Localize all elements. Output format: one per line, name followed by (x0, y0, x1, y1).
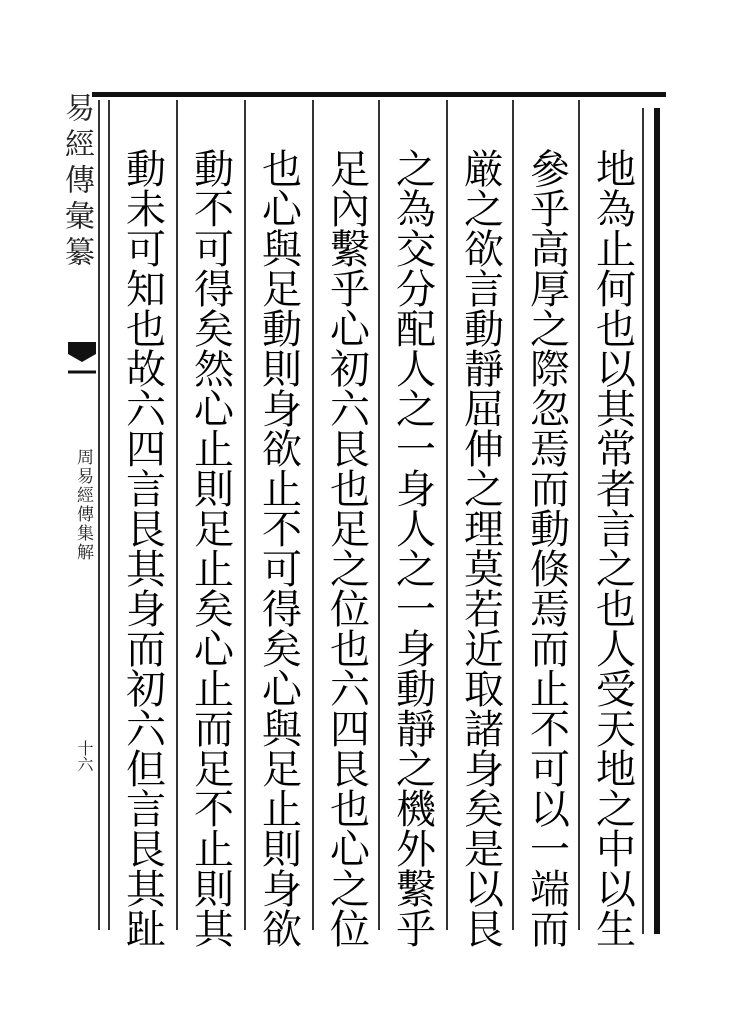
column-character: 機 (396, 787, 436, 833)
column-character: 可 (194, 227, 234, 273)
column-character: 伸 (464, 427, 504, 473)
fish-tail-mark-icon (66, 338, 98, 378)
column-character: 足 (262, 267, 302, 313)
column-rule (578, 100, 580, 930)
column-character: 人 (396, 347, 436, 393)
column-character: 艮 (126, 507, 166, 553)
column-character: 繫 (396, 867, 436, 913)
column-character: 則 (262, 827, 302, 873)
column-rule (512, 100, 514, 930)
margin-page-number: 十六 (75, 740, 94, 772)
column-character: 也 (330, 627, 370, 673)
column-character: 乎 (396, 907, 436, 953)
column-character: 之 (396, 387, 436, 433)
column-character: 一 (396, 587, 436, 633)
column-character: 六 (330, 387, 370, 433)
column-character: 是 (464, 827, 504, 873)
column-character: 言 (126, 787, 166, 833)
column-rule (312, 100, 314, 930)
column-character: 艮 (330, 427, 370, 473)
column-character: 其 (596, 387, 636, 433)
margin-book-title: 周易經傳集解 (73, 448, 93, 562)
column-character: 也 (596, 587, 636, 633)
column-character: 六 (126, 387, 166, 433)
column-character: 六 (126, 707, 166, 753)
margin-title: 易經傳彙纂 (59, 92, 94, 272)
column-character: 也 (262, 147, 302, 193)
column-character: 其 (126, 867, 166, 913)
column-character: 常 (596, 427, 636, 473)
column-character: 艮 (126, 827, 166, 873)
column-character: 之 (396, 747, 436, 793)
column-character: 之 (330, 547, 370, 593)
column-character: 以 (596, 867, 636, 913)
column-character: 未 (126, 187, 166, 233)
column-character: 為 (396, 187, 436, 233)
column-character: 靜 (396, 707, 436, 753)
column-character: 止 (262, 787, 302, 833)
column-character: 身 (464, 747, 504, 793)
column-character: 一 (396, 427, 436, 473)
column-character: 人 (596, 627, 636, 673)
text-column (588, 147, 644, 953)
column-character: 天 (596, 707, 636, 753)
column-rule (244, 100, 246, 930)
column-character: 厳 (464, 147, 504, 193)
column-character: 動 (262, 307, 302, 353)
column-character: 可 (530, 747, 570, 793)
column-character: 理 (464, 507, 504, 553)
column-character: 忽 (530, 387, 570, 433)
column-character: 一 (530, 827, 570, 873)
column-character: 可 (262, 547, 302, 593)
column-character: 止 (194, 427, 234, 473)
column-character: 而 (530, 467, 570, 513)
column-character: 止 (194, 667, 234, 713)
column-character: 人 (396, 507, 436, 553)
column-character: 中 (596, 827, 636, 873)
column-character: 不 (262, 507, 302, 553)
column-character: 地 (596, 147, 636, 193)
column-character: 故 (126, 347, 166, 393)
column-character: 靜 (464, 347, 504, 393)
text-column (522, 147, 578, 953)
column-character: 身 (396, 467, 436, 513)
text-column (118, 147, 174, 953)
column-character: 欲 (262, 907, 302, 953)
column-character: 為 (596, 187, 636, 233)
column-character: 而 (126, 627, 166, 673)
column-character: 屈 (464, 387, 504, 433)
column-character: 之 (396, 147, 436, 193)
column-character: 不 (530, 707, 570, 753)
column-character: 焉 (530, 587, 570, 633)
column-character: 也 (126, 307, 166, 353)
column-character: 心 (262, 667, 302, 713)
column-character: 四 (330, 707, 370, 753)
column-character: 止 (530, 667, 570, 713)
column-character: 與 (262, 707, 302, 753)
page-top-border (92, 92, 666, 97)
column-character: 動 (464, 307, 504, 353)
column-character: 繫 (330, 227, 370, 273)
column-character: 則 (194, 867, 234, 913)
column-character: 則 (194, 467, 234, 513)
column-character: 趾 (126, 907, 166, 953)
column-character: 之 (396, 547, 436, 593)
column-character: 心 (262, 187, 302, 233)
column-character: 位 (330, 587, 370, 633)
column-character: 以 (530, 787, 570, 833)
column-rule (446, 100, 448, 930)
column-character: 與 (262, 227, 302, 273)
column-character: 心 (194, 387, 234, 433)
column-character: 交 (396, 227, 436, 273)
column-character: 高 (530, 227, 570, 273)
column-character: 動 (126, 147, 166, 193)
column-character: 內 (330, 187, 370, 233)
column-character: 不 (194, 787, 234, 833)
column-rule (378, 100, 380, 930)
column-character: 其 (126, 547, 166, 593)
column-character: 動 (194, 147, 234, 193)
column-character: 言 (126, 467, 166, 513)
column-character: 六 (330, 667, 370, 713)
column-character: 足 (330, 147, 370, 193)
column-character: 之 (596, 547, 636, 593)
column-character: 止 (194, 547, 234, 593)
page-left-border (98, 100, 100, 930)
column-character: 取 (464, 667, 504, 713)
column-character: 配 (396, 307, 436, 353)
column-character: 莫 (464, 547, 504, 593)
column-character: 焉 (530, 427, 570, 473)
column-character: 之 (530, 307, 570, 353)
column-character: 而 (194, 707, 234, 753)
column-character: 者 (596, 467, 636, 513)
column-character: 也 (596, 307, 636, 353)
column-character: 欲 (464, 227, 504, 273)
column-character: 而 (530, 907, 570, 953)
column-character: 身 (262, 867, 302, 913)
column-character: 也 (330, 467, 370, 513)
column-character: 心 (330, 307, 370, 353)
column-character: 身 (262, 387, 302, 433)
column-character: 近 (464, 627, 504, 673)
column-character: 足 (262, 747, 302, 793)
column-character: 止 (194, 827, 234, 873)
column-character: 矣 (194, 307, 234, 353)
column-character: 足 (330, 507, 370, 553)
column-character: 以 (596, 347, 636, 393)
column-character: 之 (330, 867, 370, 913)
column-character: 也 (330, 787, 370, 833)
column-character: 動 (530, 507, 570, 553)
column-character: 乎 (330, 267, 370, 313)
column-character: 但 (126, 747, 166, 793)
column-character: 倏 (530, 547, 570, 593)
column-character: 止 (596, 227, 636, 273)
column-character: 參 (530, 147, 570, 193)
column-character: 心 (194, 627, 234, 673)
column-rule (176, 100, 178, 930)
column-character: 若 (464, 587, 504, 633)
column-character: 其 (194, 907, 234, 953)
column-character: 可 (126, 227, 166, 273)
text-column (254, 147, 310, 953)
column-character: 位 (330, 907, 370, 953)
column-character: 外 (396, 827, 436, 873)
column-character: 之 (596, 787, 636, 833)
column-character: 則 (262, 347, 302, 393)
column-character: 身 (126, 587, 166, 633)
column-rule (108, 100, 110, 930)
column-character: 何 (596, 267, 636, 313)
text-column (388, 147, 444, 953)
column-character: 以 (464, 867, 504, 913)
column-character: 生 (596, 907, 636, 953)
column-character: 矣 (464, 787, 504, 833)
column-character: 止 (262, 467, 302, 513)
column-character: 受 (596, 667, 636, 713)
column-character: 矣 (262, 627, 302, 673)
column-character: 知 (126, 267, 166, 313)
column-character: 矣 (194, 587, 234, 633)
column-character: 之 (464, 187, 504, 233)
column-character: 之 (464, 467, 504, 513)
column-character: 足 (194, 747, 234, 793)
column-character: 身 (396, 627, 436, 673)
column-character: 心 (330, 827, 370, 873)
column-character: 然 (194, 347, 234, 393)
column-character: 分 (396, 267, 436, 313)
column-character: 言 (464, 267, 504, 313)
column-character: 欲 (262, 427, 302, 473)
column-character: 而 (530, 627, 570, 673)
page-right-border (654, 108, 660, 934)
column-character: 足 (194, 507, 234, 553)
column-character: 初 (126, 667, 166, 713)
column-character: 艮 (464, 907, 504, 953)
column-character: 初 (330, 347, 370, 393)
column-character: 得 (262, 587, 302, 633)
column-character: 艮 (330, 747, 370, 793)
column-character: 動 (396, 667, 436, 713)
column-character: 得 (194, 267, 234, 313)
text-column (322, 147, 378, 953)
column-character: 端 (530, 867, 570, 913)
column-character: 乎 (530, 187, 570, 233)
column-character: 四 (126, 427, 166, 473)
text-column (186, 147, 242, 953)
column-character: 厚 (530, 267, 570, 313)
column-character: 際 (530, 347, 570, 393)
column-character: 地 (596, 747, 636, 793)
column-character: 諸 (464, 707, 504, 753)
text-column (456, 147, 512, 953)
column-character: 言 (596, 507, 636, 553)
column-character: 不 (194, 187, 234, 233)
